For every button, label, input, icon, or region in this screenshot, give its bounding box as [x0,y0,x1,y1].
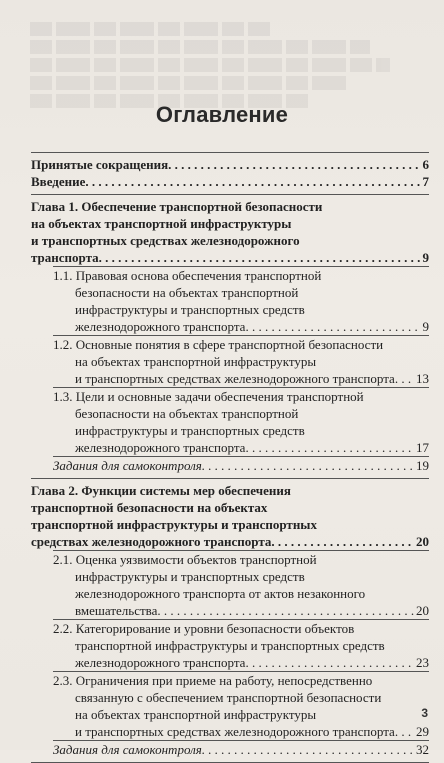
toc-entry-section-1-2[interactable]: 1.2. Основные понятия в сфере транспортной безопасности на объектах транспортной инфраструктуры и транспортных средствах железнодорожного транспорта . . . 13 [53,336,429,387]
toc-entry-chapter-2[interactable]: Глава 2. Функции системы мер обеспечения транспортной безопасности на объектах транспортной инфраструктуры и транспортных средствах железнодорожного транспорта . . . 20 [31,482,429,550]
chapter-2 [31,479,429,762]
toc-entry-self-check-2[interactable]: Задания для самоконтроля . . . 32 [53,741,429,758]
toc-entry-section-2-1[interactable]: 2.1. Оценка уязвимости объектов транспортной инфраструктуры и транспортных средств железнодорожного транспорта от актов незаконного вмешательства . . . 20 [53,551,429,619]
toc-entry-section-1-3[interactable]: 1.3. Цели и основные задачи обеспечения транспортной безопасности на объектах транспортной инфраструктуры и транспортных средств железнодорожного транспорта . . . 17 [53,388,429,456]
toc-entry-section-1-1[interactable]: 1.1. Правовая основа обеспечения транспортной безопасности на объектах транспортной инфраструктуры и транспортных средств железнодорожного транспорта . . . 9 [53,267,429,335]
toc-entry-self-check-1[interactable]: Задания для самоконтроля . . . 19 [53,457,429,474]
chapter-1 [31,195,429,478]
toc-entry-abbreviations[interactable] [31,153,429,194]
toc-entry-intro-label: Введение [31,174,86,189]
toc-page-number: 20 [416,603,429,618]
toc-entry-chapter-1[interactable]: Глава 1. Обеспечение транспортной безопасности на объектах транспортной инфраструктуры и транспортных средствах железнодорожного транспорта . . . 9 [31,198,429,266]
page-number: 3 [421,706,428,720]
toc-page-number: 17 [416,440,429,455]
toc-page-number: 23 [416,655,429,670]
page-title: Оглавление [155,102,289,127]
toc-entry-label: Принятые сокращения [31,157,169,172]
toc-page-number: 19 [416,458,429,473]
table-of-contents [31,152,429,763]
toc-page-number: 9 [422,319,429,334]
toc-page-number: 7 [422,174,429,189]
toc-page-number: 9 [422,250,429,265]
toc-entry-section-2-2[interactable]: 2.2. Категорирование и уровни безопасности объектов транспортной инфраструктуры и транспортных средств железнодорожного транспорта . . . 23 [53,620,429,671]
toc-page-number: 6 [422,157,429,172]
toc-page-number: 13 [416,371,429,386]
toc-page-number: 29 [416,724,429,739]
toc-page-number: 32 [416,742,429,757]
toc-entry-section-2-3[interactable]: 2.3. Ограничения при приеме на работу, непосредственно связанную с обеспечением транспортной безопасности на объектах транспортной инфраструктуры и транспортных средствах железнодорожного транспорта . . . 29 [53,672,429,740]
toc-page-number: 20 [416,534,429,549]
